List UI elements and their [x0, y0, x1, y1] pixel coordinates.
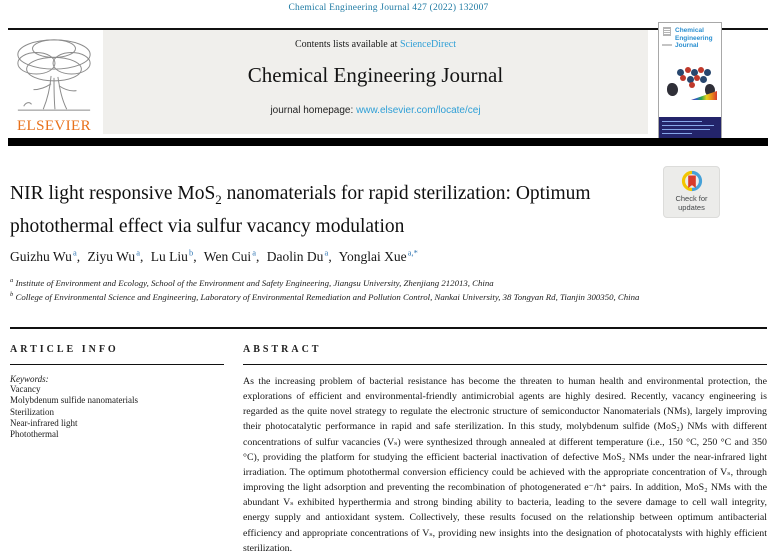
homepage-line — [103, 105, 648, 116]
author-affil-sup: a — [324, 247, 329, 257]
abstract-rule — [243, 364, 767, 365]
affiliation-b: $^b$ College of Environmental Science and Engineering, Laboratory of Environmental Remediation and Pollution Control, Nankai University, 38 Tongyan Rd, Tianjin 300350, China — [10, 291, 640, 303]
affiliations — [10, 275, 665, 304]
cover-publisher-mark-icon — [663, 27, 671, 36]
section-divider-rule — [10, 327, 767, 329]
cover-molecule-graphic — [667, 67, 715, 103]
sciencedirect-link[interactable]: ScienceDirect — [399, 39, 457, 50]
check-badge-label-line2: updates — [678, 202, 705, 212]
author: Wen Cui $^a$, — [203, 247, 260, 264]
author: Ziyu Wu $^a$, — [87, 247, 144, 264]
article-title-text: NIR light responsive MoS — [10, 183, 216, 204]
keyword-item: Photothermal — [10, 429, 59, 440]
author: Daolin Du $^a$, — [266, 247, 332, 264]
article-info-heading: ARTICLE INFO — [10, 344, 119, 355]
journal-cover-thumbnail[interactable] — [658, 22, 722, 139]
keywords-label: Keywords: — [10, 374, 49, 384]
keyword-item: Molybdenum sulfide nanomaterials — [10, 395, 138, 406]
author: Lu Liu $^b$, — [150, 247, 197, 264]
affiliation-a: $^a$ Institute of Environment and Ecology, School of the Environment and Safety Engineering, Jiangsu University, Zhenjiang 212013, China — [10, 277, 494, 288]
crossmark-icon — [664, 169, 719, 195]
keyword-item: Vacancy — [10, 384, 41, 394]
author-affil-sup: a — [252, 247, 257, 257]
author-affil-sup: a,* — [407, 247, 418, 257]
cover-title — [675, 27, 713, 50]
journal-title: Chemical Engineering Journal — [247, 63, 504, 87]
keyword-item: Sterilization — [10, 406, 54, 417]
cover-dash — [662, 44, 672, 46]
cover-title-line: Chemical — [675, 27, 704, 34]
journal-citation-link[interactable]: Chemical Engineering Journal 427 (2022) 132007 — [288, 3, 489, 13]
contents-line — [103, 39, 648, 50]
cover-title-line: Journal — [675, 42, 699, 49]
homepage-url-link[interactable]: www.elsevier.com/locate/cej — [356, 105, 481, 116]
masthead-box — [103, 30, 648, 134]
abstract-column — [243, 344, 767, 555]
article-info-column — [10, 344, 224, 440]
elsevier-tree-icon — [10, 33, 98, 117]
article-info-rule — [10, 364, 224, 365]
article-title — [10, 180, 655, 241]
elsevier-logo — [10, 33, 98, 135]
article-title-subscript: 2 — [215, 191, 222, 207]
article-title-text: nanomaterials for rapid sterilization: Optimum photothermal effect via sulfur vacancy modulation — [10, 183, 591, 238]
author-affil-sup: a — [72, 247, 77, 257]
keyword-item: Near-infrared light — [10, 417, 78, 428]
author-affil-sup: b — [189, 247, 194, 257]
homepage-label: journal homepage: — [270, 105, 357, 116]
header-black-band — [8, 138, 768, 146]
cover-footer-strip — [659, 117, 721, 138]
author-affil-sup: a — [136, 247, 141, 257]
author-list — [10, 247, 660, 265]
author: Guizhu Wu $^a$, — [10, 247, 81, 264]
abstract-heading: ABSTRACT — [243, 344, 322, 355]
check-for-updates-badge[interactable] — [663, 166, 720, 218]
author: Yonglai Xue $^{a,*}$ — [338, 247, 418, 264]
elsevier-wordmark: ELSEVIER — [16, 118, 92, 134]
cover-title-line: Engineering — [675, 34, 713, 42]
abstract-text: As the increasing problem of bacterial resistance has become the threaten to human health and environmental protection, the explorations of efficient and environmental-friendly antimicrobial agents are highly desired. Recently, vacancy engineering is regarded as the quite novel strategy to regulate the electronic structure of semiconductor Nanomaterials (NMs), largely improving their photocatalytic performance in rapid and safe sterilization. In this study, molybdenum sulfide (MoS₂) NMs with different concentrations of sulfur vacancies (Vₛ) were synthesized through annealed at different temperature (i.e., 150 °C, 250 °C and 350 °C), providing the platform for studying the efficient bacterial inactivation of defective MoS₂ NMs under the near-infrared light irradiation. The optimum photothermal conversion efficiency could be achieved with the appropriate concentration of Vₛ, through improving the light adsorption and preventing the recombination of photogenerated e⁻/h⁺ pairs. In addition, MoS₂ NMs with the abundant Vₛ exhibited hyperthermia and strong binding ability to bacteria, leading to the severe damage to cell wall integrity, energy supply and antioxidant system. Collectively, these results focused on the relationship between optimum antibacterial efficiency and appropriate concentrations of Vₛ, providing new insights into the designation of photocatalysts with highly efficient sterilization. — [243, 376, 767, 554]
contents-prefix: Contents lists available at — [294, 39, 400, 50]
check-badge-label-line1: Check for — [675, 194, 708, 203]
